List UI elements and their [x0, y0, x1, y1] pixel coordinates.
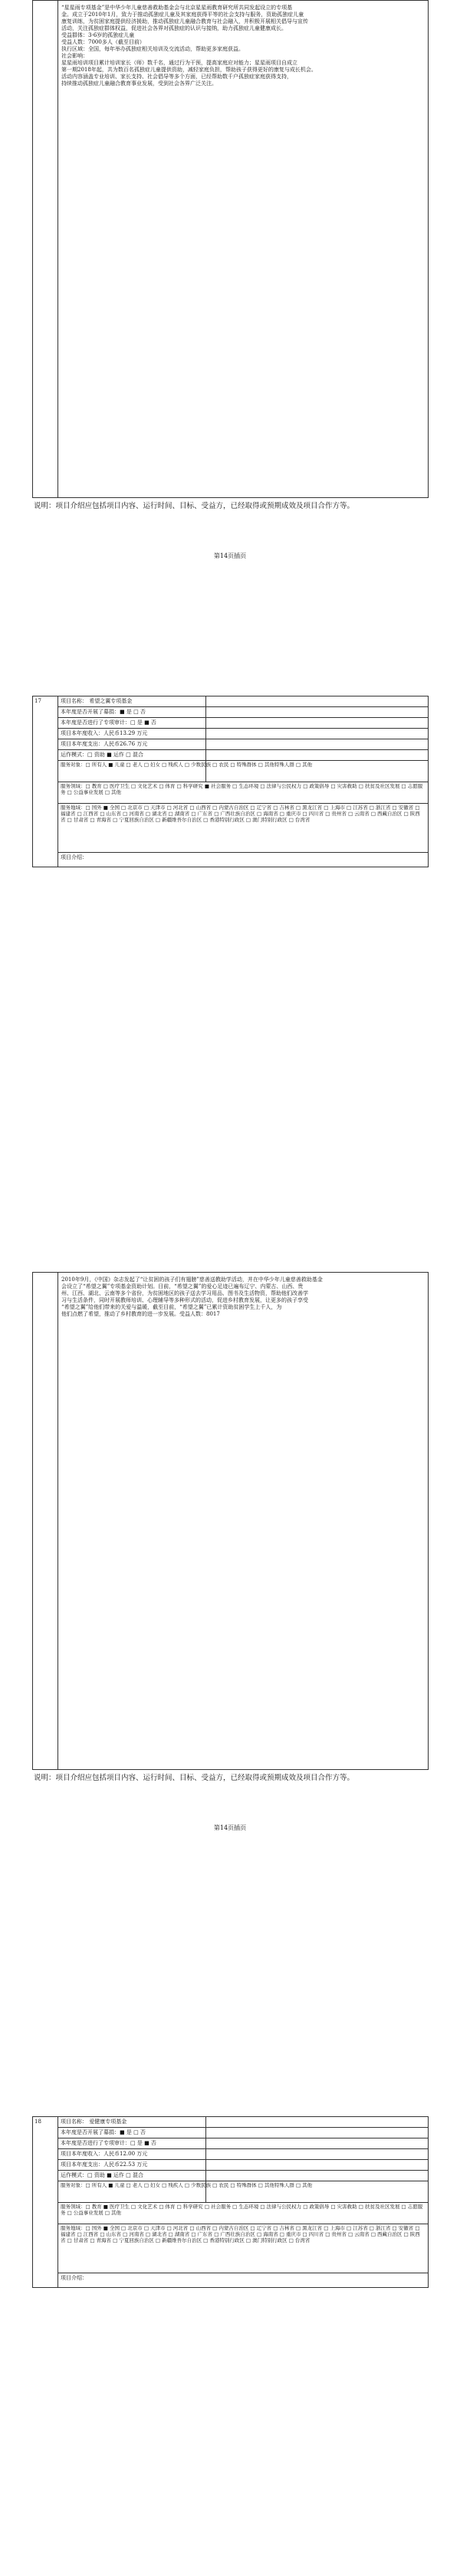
body-line: 社会影响： — [61, 53, 88, 59]
service-region-row: 服务地域：□ 国外 ■ 全国 □ 北京市 □ 天津市 □ 河北省 □ 山西省 □ 内蒙古自治区 □ 辽宁省 □ 吉林省 □ 黑龙江省 □ 上海市 □ 江苏省 □ 浙江省 □ 安徽省 □ 福建省 □ 江西省 □ 山东省 □ 河南省 □ 湖北省 □ 湖南省 □ 广东省 □ 广西壮族自治区 □ 海南省 □ 重庆市 □ 四川省 □ 贵州省 □ 云南省 □ 西藏自治区 □ 陕西省 □ 甘肃省 □ 青海省 □ 宁夏回族自治区 □ 新疆维吾尔自治区 □ 香港特别行政区 □ 澳门特别行政区 □ 台湾省 — [61, 805, 420, 823]
income-row: 项目本年度收入：人民币12.00 万元 — [61, 2151, 148, 2157]
card-17-project-name — [61, 698, 132, 705]
card-17 — [0, 696, 460, 868]
body-line: 州、江西、湖北、云南等多个省份，为贫困地区的孩子送去学习用品、图书及生活物资，帮助他们改善学 — [61, 1290, 308, 1296]
body-line: 星星雨培训项目累计培训家长（师）数千名，通过行为干预，提高家庭应对能力；星星雨项目自成立 — [61, 60, 297, 66]
page-1-body — [61, 5, 426, 87]
divider — [58, 803, 429, 804]
card-18 — [0, 2116, 460, 2289]
body-line: 2010年9月，《中国》杂志发起了“让贫困的孩子们有翅膀”慈善送教助学活动，并在中华少年儿童慈善救助基金 — [61, 1277, 323, 1283]
page-1-note: 说明：项目介绍应包括项目内容、运行时间、目标、受益方，已经取得或预期成效及项目合作方等。 — [34, 502, 355, 510]
divider — [58, 852, 429, 853]
intro-label: 项目介绍： — [61, 2275, 87, 2281]
page-2-frame — [32, 1272, 429, 1770]
divider — [58, 2202, 429, 2203]
body-line: 他们点燃了希望，推动了乡村教育的进一步发展。受益人数：8017 — [61, 1311, 220, 1317]
beneficiary-row: 服务对象：□ 所有人 ■ 儿童 □ 老人 □ 妇女 □ 残疾人 □ 少数民族 □ 农民 □ 特殊群体 □ 其他特殊人群 □ 其他 — [61, 762, 313, 768]
operation-mode-row: 运作模式：□ 资助 ■ 运作 □ 混合 — [61, 752, 143, 758]
beneficiary-row: 服务对象：□ 所有人 ■ 儿童 □ 老人 □ 妇女 □ 残疾人 □ 少数民族 □ 农民 □ 特殊群体 □ 其他特殊人群 □ 其他 — [61, 2182, 313, 2188]
project-name-label: 项目名称： — [61, 2119, 87, 2125]
fundraising-row: 本年度是否开展了募捐：■ 是 □ 否 — [61, 2129, 146, 2135]
body-line: 康复训练，为贫困家庭提供经济援助，推动孤独症儿童融合教育与社会融入，并积极开展相关倡导与宣传 — [61, 18, 308, 25]
project-name-value: 希望之翼专项基金 — [89, 698, 133, 704]
operation-mode-row: 运作模式：□ 资助 ■ 运作 □ 混合 — [61, 2172, 143, 2178]
body-line: 习与生活条件，同时开展教师培训、心理辅导等多种形式的活动，促进乡村教育发展，让更多的孩子享受 — [61, 1297, 308, 1303]
expense-row: 项目本年度支出：人民币26.76 万元 — [61, 741, 148, 747]
income-row: 项目本年度收入：人民币13.29 万元 — [61, 730, 148, 736]
body-line: 金。成立于2010年1月，致力于推动孤独症儿童及其家庭获得平等的社会支持与服务，资助孤独症儿童 — [61, 11, 304, 18]
fundraising-row: 本年度是否开展了募捐：■ 是 □ 否 — [61, 709, 146, 715]
body-line: 第一期2018年起，共为数百名孤独症儿童提供资助，减轻家庭负担，帮助孩子获得更好的康复与成长机会。 — [61, 67, 317, 73]
divider — [58, 2148, 429, 2149]
expense-row: 项目本年度支出：人民币22.53 万元 — [61, 2161, 148, 2168]
body-line: “星星雨专项基金”是中华少年儿童慈善救助基金会与北京星星雨教育研究所共同发起设立的专项基 — [61, 5, 293, 11]
card-18-number: 18 — [34, 2119, 41, 2125]
service-field-row: 服务领域：□ 教育 ■ 医疗卫生 □ 文化艺术 □ 体育 □ 科学研究 □ 社会服务 □ 生态环境 □ 法律与公民权力 □ 政策倡导 □ 灾害救助 □ 扶贫及社区发展 □ 志愿服务 □ 公益事业发展 □ 其他 — [61, 2204, 423, 2216]
audit-row: 本年度是否进行了专项审计：□ 是 ■ 否 — [61, 719, 156, 726]
page-2-note: 说明：项目介绍应包括项目内容、运行时间、目标、受益方，已经取得或预期成效及项目合作方等。 — [34, 1774, 355, 1782]
intro-label: 项目介绍： — [61, 854, 87, 860]
body-line: 持续推动孤独症儿童融合教育事业发展，受到社会各界广泛关注。 — [61, 80, 217, 87]
project-name-label: 项目名称： — [61, 698, 87, 704]
card-17-number: 17 — [34, 698, 41, 704]
divider — [58, 728, 429, 729]
divider — [58, 2159, 429, 2160]
service-region-row: 服务地域：□ 国外 ■ 全国 □ 北京市 □ 天津市 □ 河北省 □ 山西省 □ 内蒙古自治区 □ 辽宁省 □ 吉林省 □ 黑龙江省 □ 上海市 □ 江苏省 □ 浙江省 □ 安徽省 □ 福建省 □ 江西省 □ 山东省 □ 河南省 □ 湖北省 □ 湖南省 □ 广东省 □ 广西壮族自治区 □ 海南省 □ 重庆市 □ 四川省 □ 贵州省 □ 云南省 □ 西藏自治区 □ 陕西省 □ 甘肃省 □ 青海省 □ 宁夏回族自治区 □ 新疆维吾尔自治区 □ 香港特别行政区 □ 澳门特别行政区 □ 台湾省 — [61, 2225, 420, 2243]
divider — [58, 760, 429, 761]
body-line: 受益人数：7000多人（截至目前） — [61, 39, 145, 45]
page-2-page-label: 第14页插页 — [213, 1824, 247, 1831]
divider — [58, 2170, 429, 2171]
divider — [58, 717, 429, 718]
page-1 — [0, 0, 460, 567]
divider — [58, 2127, 429, 2128]
page-2-body — [61, 1277, 426, 1318]
card-18-project-name — [61, 2119, 127, 2125]
audit-row: 本年度是否进行了专项审计：□ 是 ■ 否 — [61, 2140, 156, 2146]
page-1-page-label: 第14页插页 — [213, 552, 247, 559]
body-line: “希望之翼”给他们带来的关爱与温暖，截至目前，“希望之翼”已累计资助贫困学生上千人，为 — [61, 1304, 282, 1310]
body-line: 执行区域：全国，每年举办孤独症相关培训及交流活动，帮助更多家庭获益。 — [61, 46, 244, 52]
body-line: 会设立了“希望之翼”专项基金资助计划。目前，“希望之翼”的爱心足迹已遍布辽宁、内蒙古、山西、贵 — [61, 1283, 304, 1290]
service-field-row: 服务领域：□ 教育 □ 医疗卫生 □ 文化艺术 □ 体育 □ 科学研究 ■ 社会服务 □ 生态环境 □ 法律与公民权力 □ 政策倡导 □ 灾害救助 □ 扶贫及社区发展 □ 志愿服务 □ 公益事业发展 □ 其他 — [61, 783, 423, 795]
body-line: 活动，关注孤独症群体权益，促进社会各界对孤独症的认识与接纳，助力孤独症儿童健康成长。 — [61, 25, 287, 31]
project-name-value: 爱健康专项基金 — [89, 2119, 127, 2125]
body-line: 受益群体：3-6岁的孤独症儿童 — [61, 32, 135, 38]
divider — [58, 706, 429, 707]
divider — [58, 749, 429, 750]
body-line: 活动内容涵盖专业培训、家长支持、社会倡导等多个方面，已经帮助数千户孤独症家庭获得支持， — [61, 74, 292, 80]
page-2 — [0, 1272, 460, 1839]
